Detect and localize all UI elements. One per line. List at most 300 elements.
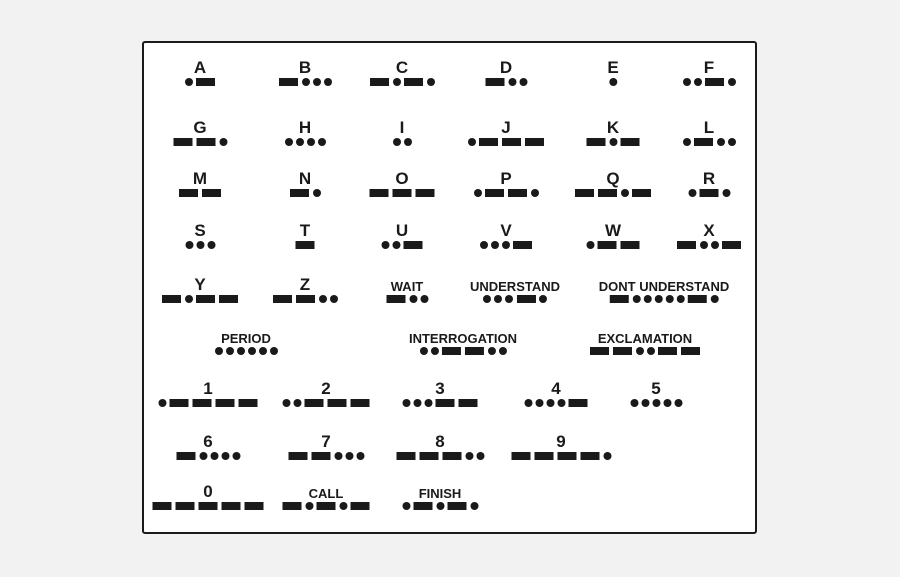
morse-dot xyxy=(728,78,736,86)
morse-label: V xyxy=(500,221,512,240)
morse-dash xyxy=(598,189,617,197)
morse-dot xyxy=(609,78,617,86)
morse-label: 4 xyxy=(551,379,561,398)
morse-dash xyxy=(177,452,196,460)
morse-dash xyxy=(317,502,336,510)
morse-label: O xyxy=(395,169,409,188)
morse-dot xyxy=(519,78,527,86)
morse-dash xyxy=(502,138,521,146)
morse-code xyxy=(607,76,618,88)
morse-dot xyxy=(237,347,245,355)
morse-dot xyxy=(436,502,444,510)
morse-dot xyxy=(381,241,389,249)
morse-label: S xyxy=(194,221,206,240)
morse-dot xyxy=(210,452,218,460)
morse-label: B xyxy=(298,58,312,77)
morse-dash xyxy=(404,241,423,249)
morse-dot xyxy=(196,241,204,249)
morse-code xyxy=(288,187,322,199)
morse-dash xyxy=(370,78,389,86)
morse-dot xyxy=(728,138,736,146)
morse-dot xyxy=(499,347,507,355)
morse-code xyxy=(213,345,279,357)
morse-label: 5 xyxy=(651,379,661,398)
morse-dot xyxy=(293,399,301,407)
morse-label: L xyxy=(703,118,715,137)
morse-code xyxy=(160,293,240,305)
morse-dash xyxy=(162,295,181,303)
morse-dot xyxy=(468,138,476,146)
morse-dot xyxy=(307,138,315,146)
morse-label: 6 xyxy=(203,432,213,451)
morse-dot xyxy=(248,347,256,355)
morse-entry-p xyxy=(472,165,540,199)
morse-dot xyxy=(413,399,421,407)
morse-code xyxy=(271,293,339,305)
morse-entry-dont-understand xyxy=(599,271,729,305)
morse-label: R xyxy=(702,169,716,188)
morse-label: PERIOD xyxy=(221,331,271,346)
morse-code xyxy=(675,239,743,251)
morse-dot xyxy=(722,189,730,197)
morse-dot xyxy=(302,78,310,86)
morse-label: X xyxy=(703,221,715,240)
morse-dash xyxy=(179,189,198,197)
morse-code xyxy=(380,239,425,251)
morse-entry-q xyxy=(573,165,653,199)
morse-dash xyxy=(558,452,577,460)
morse-dash xyxy=(153,502,172,510)
morse-dot xyxy=(665,295,673,303)
morse-code xyxy=(484,76,529,88)
morse-dash xyxy=(525,138,544,146)
morse-entry-9 xyxy=(510,428,613,462)
morse-code xyxy=(585,136,642,148)
morse-entry-u xyxy=(380,217,425,251)
morse-entry-g xyxy=(172,114,229,148)
morse-dot xyxy=(232,452,240,460)
morse-code xyxy=(175,450,242,462)
morse-dot xyxy=(215,347,223,355)
morse-dot xyxy=(339,502,347,510)
morse-dot xyxy=(393,138,401,146)
morse-dash xyxy=(370,189,389,197)
morse-entry-s xyxy=(184,217,217,251)
morse-label: K xyxy=(606,118,620,137)
morse-dot xyxy=(488,347,496,355)
morse-dash xyxy=(485,189,504,197)
morse-entry-exclamation xyxy=(588,323,702,357)
morse-dash xyxy=(479,138,498,146)
morse-code xyxy=(184,239,217,251)
morse-dash xyxy=(397,452,416,460)
morse-dot xyxy=(643,295,651,303)
morse-code xyxy=(283,136,327,148)
morse-dash xyxy=(513,241,532,249)
morse-entry-c xyxy=(368,54,436,88)
morse-code xyxy=(368,187,437,199)
morse-dot xyxy=(420,295,428,303)
morse-code xyxy=(385,293,430,305)
morse-dash xyxy=(202,189,221,197)
morse-dot xyxy=(647,347,655,355)
morse-label: 8 xyxy=(435,432,445,451)
morse-entry-v xyxy=(478,217,534,251)
morse-entry-understand xyxy=(470,271,560,305)
morse-dash xyxy=(575,189,594,197)
morse-label: J xyxy=(501,118,511,137)
morse-dot xyxy=(654,295,662,303)
morse-label: I xyxy=(399,118,405,137)
morse-dot xyxy=(402,502,410,510)
morse-code xyxy=(588,345,702,357)
morse-dot xyxy=(531,189,539,197)
morse-dot xyxy=(185,241,193,249)
morse-dash xyxy=(443,452,462,460)
morse-label: DONT UNDERSTAND xyxy=(598,279,730,294)
morse-entry-z xyxy=(271,271,339,305)
morse-dash xyxy=(222,502,241,510)
morse-dash xyxy=(613,347,632,355)
morse-label: D xyxy=(499,58,513,77)
morse-code xyxy=(472,187,540,199)
morse-label: 2 xyxy=(321,379,331,398)
morse-dot xyxy=(402,399,410,407)
morse-dash xyxy=(296,241,315,249)
morse-dot xyxy=(393,78,401,86)
morse-dash xyxy=(722,241,741,249)
morse-label: T xyxy=(299,221,311,240)
morse-dot xyxy=(427,78,435,86)
morse-dot xyxy=(185,295,193,303)
morse-label: G xyxy=(193,118,207,137)
morse-dot xyxy=(319,295,327,303)
morse-dot xyxy=(557,399,565,407)
morse-dot xyxy=(491,241,499,249)
morse-dash xyxy=(296,295,315,303)
morse-dash xyxy=(196,295,215,303)
morse-dash xyxy=(621,138,640,146)
morse-dash xyxy=(273,295,292,303)
morse-dot xyxy=(641,399,649,407)
morse-dash xyxy=(598,241,617,249)
morse-dash xyxy=(700,189,719,197)
morse-dot xyxy=(676,295,684,303)
morse-dot xyxy=(710,295,718,303)
morse-code xyxy=(681,136,737,148)
morse-dot xyxy=(494,295,502,303)
morse-dot xyxy=(420,347,428,355)
morse-entry-call xyxy=(281,478,372,512)
morse-code xyxy=(629,397,684,409)
morse-code xyxy=(573,187,653,199)
morse-dot xyxy=(270,347,278,355)
morse-dash xyxy=(351,502,370,510)
morse-entry-finish xyxy=(401,478,480,512)
morse-dot xyxy=(711,241,719,249)
morse-dash xyxy=(176,502,195,510)
morse-dash xyxy=(512,452,531,460)
morse-dot xyxy=(674,399,682,407)
morse-dash xyxy=(581,452,600,460)
morse-dash xyxy=(305,399,324,407)
morse-dot xyxy=(502,241,510,249)
morse-dot xyxy=(207,241,215,249)
morse-dot xyxy=(480,241,488,249)
morse-label: H xyxy=(298,118,312,137)
morse-dot xyxy=(652,399,660,407)
morse-dash xyxy=(486,78,505,86)
morse-code xyxy=(281,397,372,409)
morse-label: 7 xyxy=(321,432,331,451)
morse-dash xyxy=(658,347,677,355)
morse-dash xyxy=(414,502,433,510)
morse-dash xyxy=(283,502,302,510)
morse-dot xyxy=(717,138,725,146)
morse-dash xyxy=(170,399,189,407)
morse-code xyxy=(523,397,590,409)
morse-dash xyxy=(436,399,455,407)
morse-dot xyxy=(524,399,532,407)
morse-dash xyxy=(516,295,535,303)
morse-entry-5 xyxy=(629,375,684,409)
morse-dash xyxy=(279,78,298,86)
morse-entry-l xyxy=(681,114,737,148)
morse-dot xyxy=(636,347,644,355)
morse-label: P xyxy=(500,169,512,188)
morse-dot xyxy=(305,502,313,510)
morse-label: 1 xyxy=(203,379,213,398)
morse-code xyxy=(687,187,732,199)
morse-dot xyxy=(508,78,516,86)
morse-label: N xyxy=(298,169,312,188)
morse-entry-h xyxy=(283,114,327,148)
morse-dot xyxy=(356,452,364,460)
morse-dash xyxy=(216,399,235,407)
morse-dash xyxy=(442,347,461,355)
morse-entry-3 xyxy=(401,375,480,409)
morse-dot xyxy=(282,399,290,407)
morse-dot xyxy=(392,241,400,249)
morse-code xyxy=(599,293,729,305)
morse-entry-2 xyxy=(281,375,372,409)
morse-entry-b xyxy=(277,54,333,88)
morse-code xyxy=(478,239,534,251)
morse-dash xyxy=(632,189,651,197)
morse-dot xyxy=(330,295,338,303)
morse-dot xyxy=(688,189,696,197)
morse-dot xyxy=(259,347,267,355)
morse-code xyxy=(510,450,613,462)
morse-label: C xyxy=(395,58,409,77)
morse-dash xyxy=(465,347,484,355)
morse-dot xyxy=(324,78,332,86)
morse-dash xyxy=(196,78,215,86)
morse-dot xyxy=(603,452,611,460)
morse-dot xyxy=(539,295,547,303)
morse-code xyxy=(470,293,560,305)
morse-dot xyxy=(663,399,671,407)
morse-dash xyxy=(416,189,435,197)
morse-entry-i xyxy=(391,114,413,148)
morse-dot xyxy=(609,138,617,146)
morse-dash xyxy=(351,399,370,407)
morse-dot xyxy=(535,399,543,407)
morse-dash xyxy=(681,347,700,355)
morse-dash xyxy=(535,452,554,460)
morse-label: F xyxy=(703,58,715,77)
morse-dash xyxy=(404,78,423,86)
morse-code xyxy=(157,397,260,409)
morse-entry-a xyxy=(183,54,217,88)
morse-entry-k xyxy=(585,114,642,148)
morse-label: 9 xyxy=(556,432,566,451)
morse-code xyxy=(401,500,480,512)
morse-code xyxy=(401,397,480,409)
morse-label: FINISH xyxy=(418,486,462,501)
morse-entry-d xyxy=(484,54,529,88)
morse-dash xyxy=(312,452,331,460)
morse-dash xyxy=(199,502,218,510)
morse-label: W xyxy=(604,221,622,240)
morse-dash xyxy=(387,295,406,303)
morse-dash xyxy=(328,399,347,407)
morse-label: E xyxy=(607,58,619,77)
morse-entry-m xyxy=(177,165,223,199)
morse-entry-o xyxy=(368,165,437,199)
morse-dash xyxy=(420,452,439,460)
morse-label: Z xyxy=(299,275,311,294)
morse-dash xyxy=(459,399,478,407)
morse-dash xyxy=(393,189,412,197)
morse-dot xyxy=(219,138,227,146)
morse-label: Q xyxy=(606,169,620,188)
morse-dash xyxy=(239,399,258,407)
morse-dash xyxy=(590,347,609,355)
morse-dot xyxy=(221,452,229,460)
morse-dot xyxy=(474,189,482,197)
morse-entry-wait xyxy=(385,271,430,305)
morse-dot xyxy=(226,347,234,355)
morse-dash xyxy=(448,502,467,510)
morse-dot xyxy=(424,399,432,407)
morse-dot xyxy=(683,138,691,146)
morse-code xyxy=(277,76,333,88)
morse-label: WAIT xyxy=(390,279,424,294)
morse-code xyxy=(368,76,436,88)
morse-label: A xyxy=(193,58,207,77)
morse-code xyxy=(391,136,413,148)
morse-dot xyxy=(621,189,629,197)
morse-dot xyxy=(694,78,702,86)
morse-label: EXCLAMATION xyxy=(597,331,693,346)
morse-dash xyxy=(219,295,238,303)
morse-dash xyxy=(705,78,724,86)
morse-dot xyxy=(334,452,342,460)
morse-dash xyxy=(587,138,606,146)
morse-dot xyxy=(630,399,638,407)
morse-entry-interrogation xyxy=(409,323,517,357)
morse-dot xyxy=(313,78,321,86)
morse-dot xyxy=(185,78,193,86)
morse-dot xyxy=(404,138,412,146)
morse-label: INTERROGATION xyxy=(408,331,518,346)
morse-entry-j xyxy=(466,114,546,148)
morse-entry-0 xyxy=(151,478,266,512)
morse-dot xyxy=(285,138,293,146)
morse-entry-8 xyxy=(395,428,486,462)
morse-dot xyxy=(683,78,691,86)
morse-entry-w xyxy=(585,217,642,251)
morse-dash xyxy=(610,295,629,303)
morse-entry-4 xyxy=(523,375,590,409)
morse-dash xyxy=(290,189,309,197)
morse-label: Y xyxy=(194,275,206,294)
morse-dash xyxy=(193,399,212,407)
morse-dot xyxy=(199,452,207,460)
morse-dot xyxy=(318,138,326,146)
morse-code xyxy=(681,76,737,88)
morse-label: U xyxy=(395,221,409,240)
morse-entry-x xyxy=(675,217,743,251)
morse-code xyxy=(183,76,217,88)
morse-dot xyxy=(483,295,491,303)
morse-entry-7 xyxy=(287,428,366,462)
morse-code xyxy=(585,239,642,251)
morse-dot xyxy=(158,399,166,407)
morse-code xyxy=(287,450,366,462)
morse-dash xyxy=(245,502,264,510)
morse-dot xyxy=(546,399,554,407)
morse-code xyxy=(466,136,546,148)
morse-entry-6 xyxy=(175,428,242,462)
morse-dot xyxy=(476,452,484,460)
morse-dash xyxy=(677,241,696,249)
morse-label: UNDERSTAND xyxy=(469,279,561,294)
morse-dash xyxy=(688,295,707,303)
morse-entry-r xyxy=(687,165,732,199)
morse-dash xyxy=(621,241,640,249)
morse-dash xyxy=(569,399,588,407)
morse-entry-1 xyxy=(157,375,260,409)
morse-dot xyxy=(700,241,708,249)
morse-dot xyxy=(586,241,594,249)
morse-dash xyxy=(508,189,527,197)
morse-code xyxy=(395,450,486,462)
morse-entry-e xyxy=(607,54,618,88)
morse-entry-y xyxy=(160,271,240,305)
morse-entry-n xyxy=(288,165,322,199)
morse-dot xyxy=(409,295,417,303)
morse-dot xyxy=(505,295,513,303)
morse-dot xyxy=(313,189,321,197)
morse-entry-f xyxy=(681,54,737,88)
morse-code xyxy=(281,500,372,512)
morse-label: CALL xyxy=(308,486,344,501)
morse-dash xyxy=(289,452,308,460)
morse-code xyxy=(172,136,229,148)
morse-dash xyxy=(694,138,713,146)
morse-label: 0 xyxy=(203,482,213,501)
morse-dot xyxy=(345,452,353,460)
morse-entry-period xyxy=(213,323,279,357)
morse-dash xyxy=(174,138,193,146)
morse-code xyxy=(294,239,317,251)
morse-dot xyxy=(632,295,640,303)
morse-label: 3 xyxy=(435,379,445,398)
morse-code xyxy=(151,500,266,512)
morse-dot xyxy=(431,347,439,355)
